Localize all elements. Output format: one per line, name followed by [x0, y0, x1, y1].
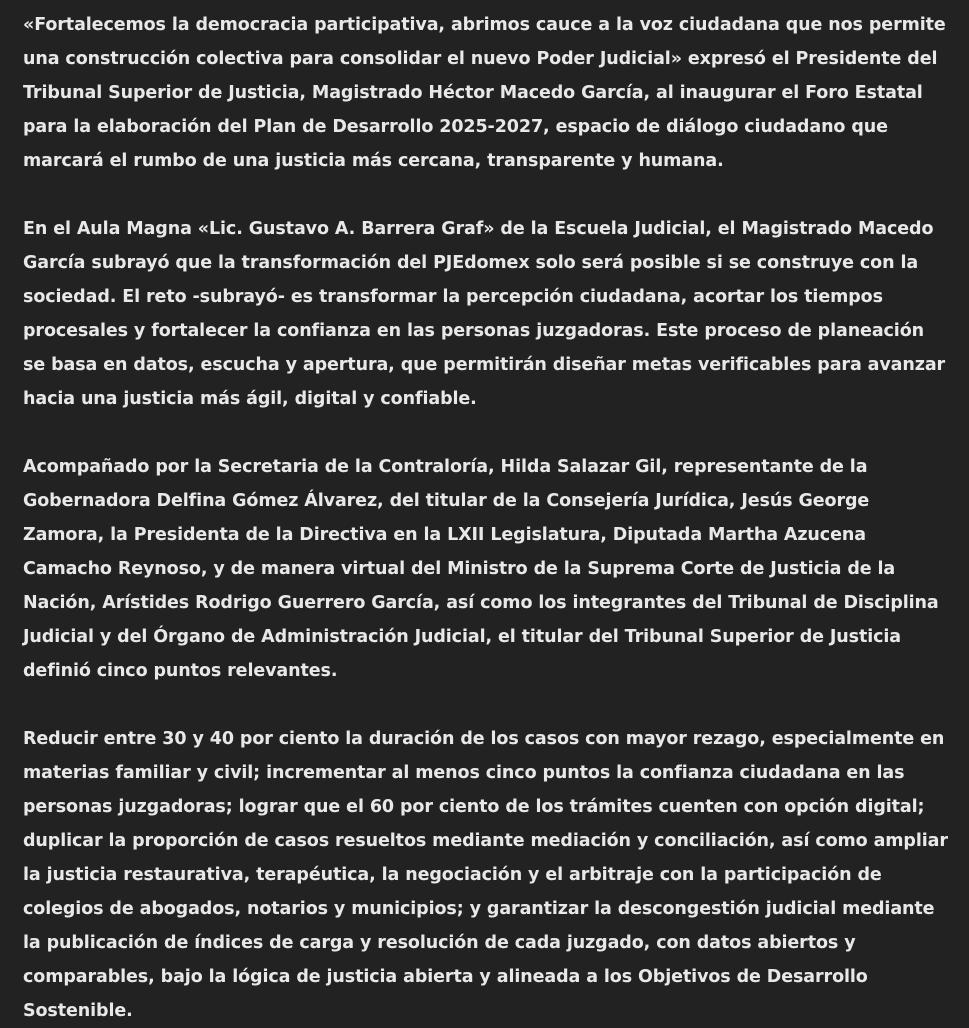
- paragraph-democracia: «Fortalecemos la democracia participativa, abrimos cauce a la voz ciudadana que nos permite una construcción colectiva para consolidar el nuevo Poder Judicial» expresó el Presidente del Tribunal Superior de Justicia, Magistrado Héctor Macedo García, al inaugurar el Foro Estatal para la elaboración del Plan de Desarrollo 2025-2027, espacio de diálogo ciudadano que marcará el rumbo de una justicia más cercana, transparente y humana.: [23, 15, 946, 171]
- paragraph-acompanado: Acompañado por la Secretaria de la Contraloría, Hilda Salazar Gil, representante de la Gobernadora Delfina Gómez Álvarez, del titular de la Consejería Jurídica, Jesús George Zamora, la Presidenta de la Directiva en la LXII Legislatura, Diputada Martha Azucena Camacho Reynoso, y de manera virtual del Ministro de la Suprema Corte de Justicia de la Nación, Arístides Rodrigo Guerrero García, así como los integrantes del Tribunal de Disciplina Judicial y del Órgano de Administración Judicial, el titular del Tribunal Superior de Justicia definió cinco puntos relevantes.: [23, 457, 939, 681]
- paragraph-puntos-relevantes: Reducir entre 30 y 40 por ciento la duración de los casos con mayor rezago, especialmente en materias familiar y civil; incrementar al menos cinco puntos la confianza ciudadana en las personas juzgadoras; lograr que el 60 por ciento de los trámites cuenten con opción digital; duplicar la proporción de casos resueltos mediante mediación y conciliación, así como ampliar la justicia restaurativa, terapéutica, la negociación y el arbitraje con la participación de colegios de abogados, notarios y municipios; y garantizar la descongestión judicial mediante la publicación de índices de carga y resolución de cada juzgado, con datos abiertos y comparables, bajo la lógica de justicia abierta y alineada a los Objetivos de Desarrollo Sostenible.: [23, 729, 948, 1021]
- paragraph-aula-magna: En el Aula Magna «Lic. Gustavo A. Barrera Graf» de la Escuela Judicial, el Magistrado Macedo García subrayó que la transformación del PJEdomex solo será posible si se construye con la sociedad. El reto -subrayó- es transformar la percepción ciudadana, acortar los tiempos procesales y fortalecer la confianza en las personas juzgadoras. Este proceso de planeación se basa en datos, escucha y apertura, que permitirán diseñar metas verificables para avanzar hacia una justicia más ágil, digital y confiable.: [23, 219, 946, 409]
